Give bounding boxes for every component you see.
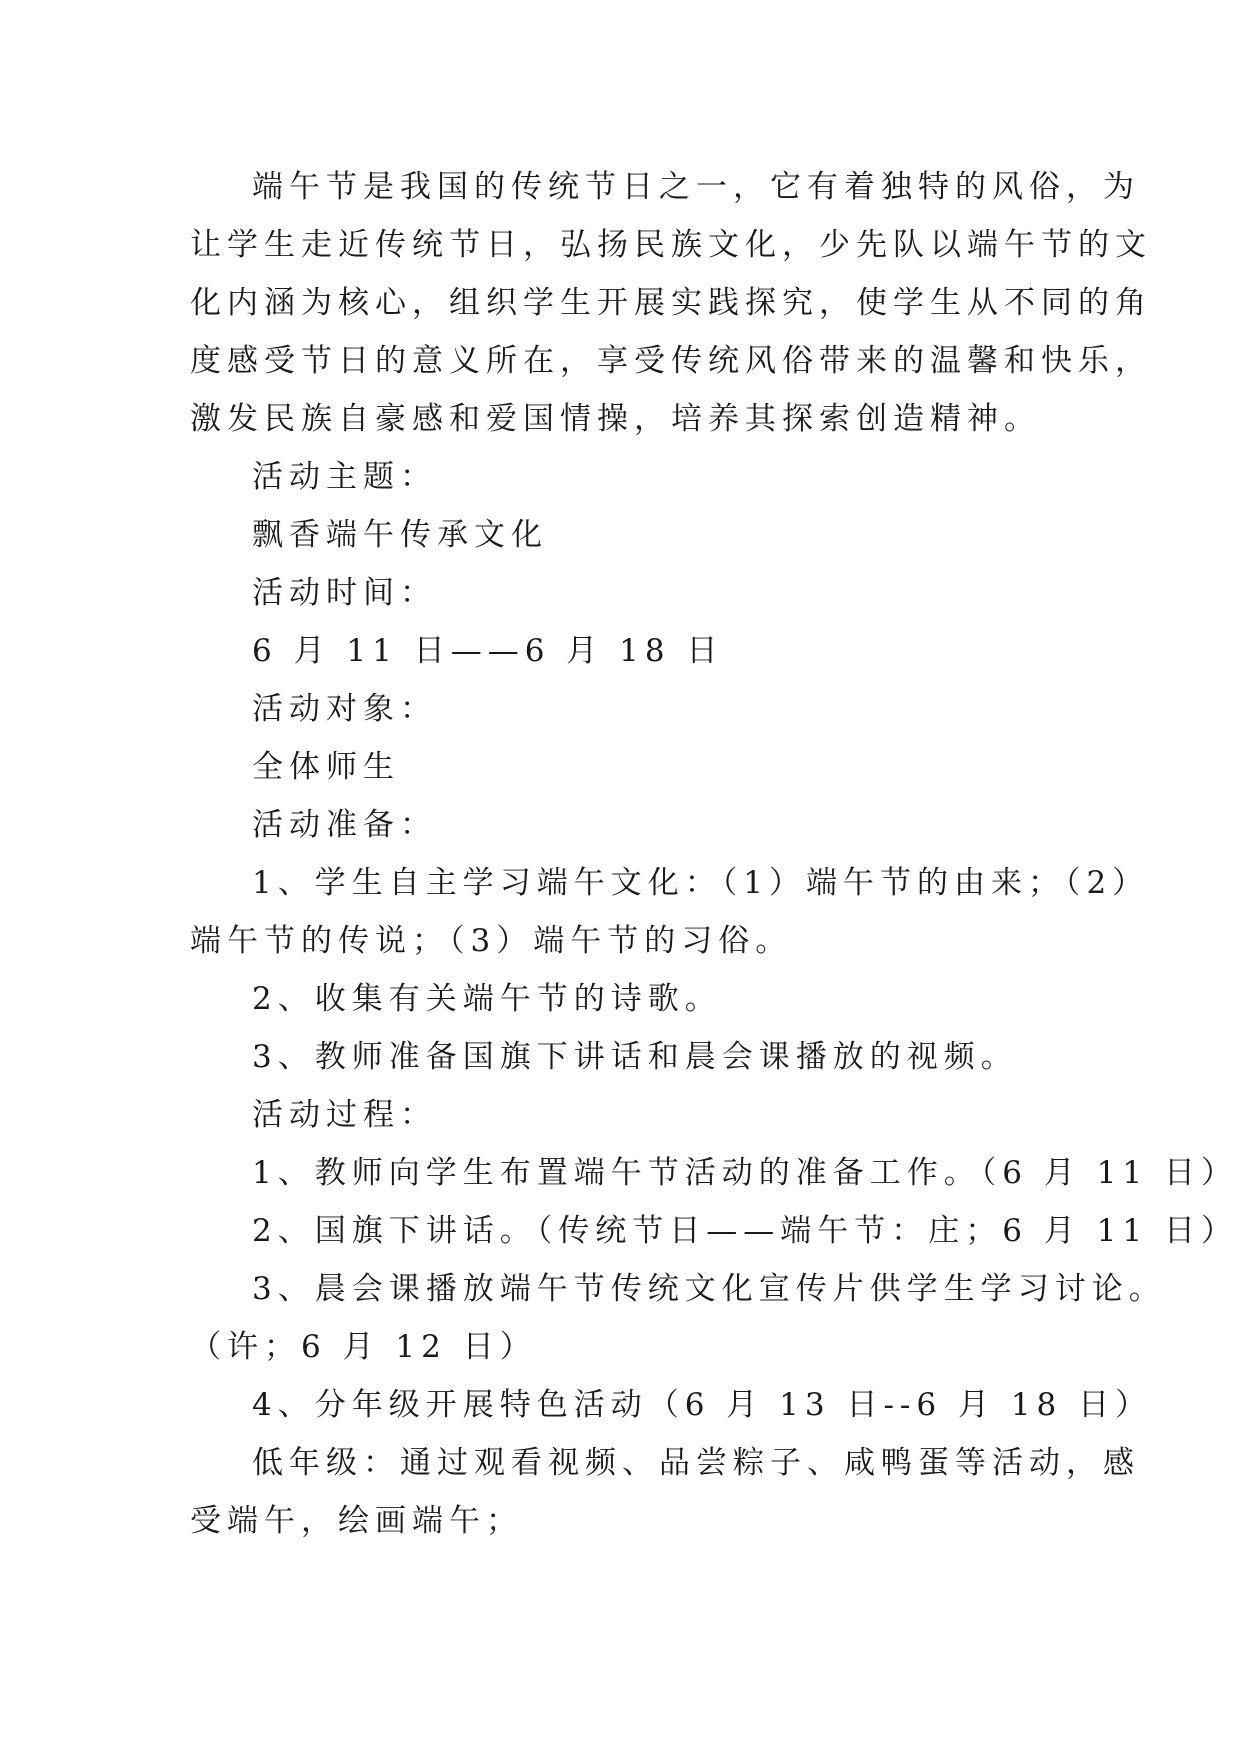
process-item-1: 1、教师向学生布置端午节活动的准备工作。（6 月 11 日） xyxy=(252,1155,1238,1191)
prep-heading: 活动准备： xyxy=(252,807,437,843)
document-body xyxy=(190,158,1238,1550)
time-value: 6 月 11 日——6 月 18 日 xyxy=(252,633,724,669)
low-grade-line-1: 低年级：通过观看视频、品尝粽子、咸鸭蛋等活动，感 xyxy=(252,1445,1140,1481)
process-item-2: 2、国旗下讲话。（传统节日——端午节：庄；6 月 11 日） xyxy=(252,1213,1238,1249)
theme-value: 飘香端午传承文化 xyxy=(252,517,548,553)
process-item-3-line-2: （许；6 月 12 日） xyxy=(190,1329,537,1365)
prep-item-2: 2、收集有关端午节的诗歌。 xyxy=(252,981,722,1017)
process-item-4: 4、分年级开展特色活动（6 月 13 日--6 月 18 日） xyxy=(252,1387,1153,1423)
time-heading: 活动时间： xyxy=(252,575,437,611)
target-heading: 活动对象： xyxy=(252,691,437,727)
target-value: 全体师生 xyxy=(252,749,400,785)
prep-item-1-line-1: 1、学生自主学习端午文化：（1）端午节的由来；（2） xyxy=(252,865,1150,901)
intro-line-1: 端午节是我国的传统节日之一，它有着独特的风俗，为 xyxy=(252,169,1140,205)
prep-item-1-line-2: 端午节的传说；（3）端午节的习俗。 xyxy=(190,923,793,959)
prep-item-3: 3、教师准备国旗下讲话和晨会课播放的视频。 xyxy=(252,1039,1018,1075)
intro-line-5: 激发民族自豪感和爱国情操，培养其探索创造精神。 xyxy=(190,401,1041,437)
intro-line-2: 让学生走近传统节日，弘扬民族文化，少先队以端午节的文 xyxy=(190,227,1152,263)
theme-heading: 活动主题： xyxy=(252,459,437,495)
process-heading: 活动过程： xyxy=(252,1097,437,1133)
process-item-3-line-1: 3、晨会课播放端午节传统文化宣传片供学生学习讨论。 xyxy=(252,1271,1166,1307)
intro-line-4: 度感受节日的意义所在，享受传统风俗带来的温馨和快乐， xyxy=(190,343,1152,379)
intro-line-3: 化内涵为核心，组织学生开展实践探究，使学生从不同的角 xyxy=(190,285,1152,321)
low-grade-line-2: 受端午，绘画端午； xyxy=(190,1503,523,1539)
